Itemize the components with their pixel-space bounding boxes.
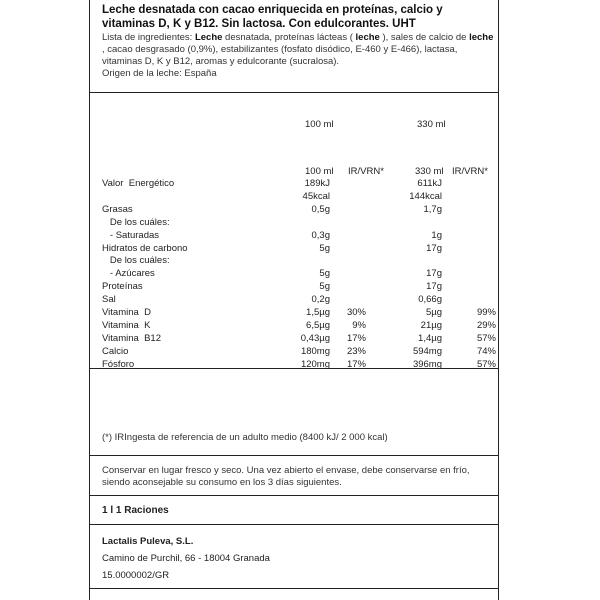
portions: 1 l 1 Raciones	[102, 505, 169, 516]
value-100ml: 0,43µg	[300, 332, 330, 344]
value-330ml: 17g	[426, 242, 442, 254]
milk-origin: Origen de la leche: España	[102, 68, 217, 79]
reference-footnote: (*) IRIngesta de referencia de un adulto medio (8400 kJ/ 2 000 kcal)	[102, 432, 388, 443]
ingredient-part: desnatada, proteínas lácteas (	[222, 32, 356, 43]
ir-100ml: 23%	[346, 345, 366, 357]
ir-100ml: 9%	[352, 319, 366, 331]
ingredient-part: leche	[355, 32, 380, 43]
nutrient-label: - Azúcares	[102, 268, 155, 280]
value-330ml: 594mg	[412, 345, 442, 357]
value-100ml: 0,3g	[311, 229, 330, 241]
nutrient-label: Vitamina D	[102, 307, 151, 318]
company-code: 15.0000002/GR	[102, 570, 170, 581]
value-330ml: 1,7g	[423, 203, 442, 215]
nutrient-label: Grasas	[102, 203, 133, 215]
value-330ml: 17g	[426, 281, 442, 293]
value-330ml: 17g	[426, 268, 442, 280]
value-100ml: 180mg	[300, 345, 330, 357]
value-330ml: 0,66g	[418, 294, 442, 306]
divider	[89, 495, 499, 496]
ingredients-block	[102, 32, 494, 80]
ir-100ml: 17%	[346, 332, 366, 344]
ir-330ml: 74%	[476, 345, 496, 357]
nutrient-label: Vitamina K	[102, 319, 151, 331]
ir-100ml: 17%	[346, 358, 366, 370]
nutrient-label: De los cuáles:	[102, 216, 170, 228]
ir-330ml: 99%	[476, 307, 496, 318]
nutrient-label: Vitamina B12	[102, 332, 161, 344]
value-100ml: 5g	[319, 242, 330, 254]
divider	[89, 455, 499, 456]
company-address: Camino de Purchil, 66 - 18004 Granada	[102, 553, 270, 564]
value-100ml: 45kcal	[302, 190, 330, 202]
value-330ml: 1g	[431, 229, 442, 241]
value-100ml: 5g	[319, 281, 330, 293]
value-330ml: 144kcal	[409, 190, 442, 202]
value-330ml: 1,4µg	[418, 332, 442, 344]
header-ir-330ml: IR/VRN*	[452, 166, 488, 177]
divider	[89, 588, 499, 589]
storage-instructions: Conservar en lugar fresco y seco. Una vez abierto el envase, debe conservarse en frío, siendo aconsejable su consumo en los 3 días siguientes.	[102, 465, 470, 488]
value-330ml: 5µg	[425, 307, 442, 318]
ingredients-prefix: Lista de ingredientes:	[102, 32, 195, 43]
divider	[89, 92, 499, 93]
value-100ml: 5g	[319, 268, 330, 280]
value-100ml: 0,2g	[311, 294, 330, 306]
ingredient-part: , cacao desgrasado (0,9%), estabilizantes (fosfato disódico, E-460 y E-466), lactasa, vitaminas D, K y B12, aromas y edulcorante (sucralosa).	[102, 44, 458, 67]
header-ir-100ml: IR/VRN*	[348, 166, 384, 177]
value-330ml: 611kJ	[417, 178, 442, 189]
value-100ml: 189kJ	[304, 178, 330, 189]
value-100ml: 1,5µg	[306, 307, 330, 318]
nutrient-label: Proteínas	[102, 281, 143, 293]
value-330ml: 21µg	[420, 319, 442, 331]
divider	[89, 524, 499, 525]
nutrient-label: De los cuáles:	[102, 255, 170, 267]
nutrient-label: Sal	[102, 294, 116, 306]
nutrient-label: Valor Energético	[102, 178, 175, 189]
top-header-100ml: 100 ml	[305, 119, 334, 130]
value-100ml: 0,5g	[311, 203, 330, 215]
ir-330ml: 29%	[476, 319, 496, 331]
product-title: Leche desnatada con cacao enriquecida en proteínas, calcio y vitaminas D, K y B12. Sin lactosa. Con edulcorantes. UHT	[102, 4, 443, 30]
nutrient-label: Fósforo	[102, 358, 135, 370]
ingredient-part: ), sales de calcio de	[379, 32, 470, 43]
header-330ml: 330 ml	[415, 166, 444, 177]
nutrient-label: - Saturadas	[102, 229, 160, 241]
ir-100ml: 30%	[346, 307, 366, 318]
nutrient-label: Calcio	[102, 345, 129, 357]
header-100ml: 100 ml	[305, 166, 334, 177]
ir-330ml: 57%	[476, 332, 496, 344]
divider	[89, 368, 499, 369]
nutrient-label: Hidratos de carbono	[102, 242, 188, 254]
value-330ml: 396mg	[412, 358, 442, 370]
value-100ml: 6,5µg	[306, 319, 330, 331]
company-name: Lactalis Puleva, S.L.	[102, 536, 194, 547]
value-100ml: 120mg	[300, 358, 330, 370]
ingredient-part: leche	[469, 32, 494, 43]
ir-330ml: 57%	[476, 358, 496, 370]
ingredient-part: Leche	[194, 32, 223, 43]
top-header-330ml: 330 ml	[417, 119, 446, 130]
